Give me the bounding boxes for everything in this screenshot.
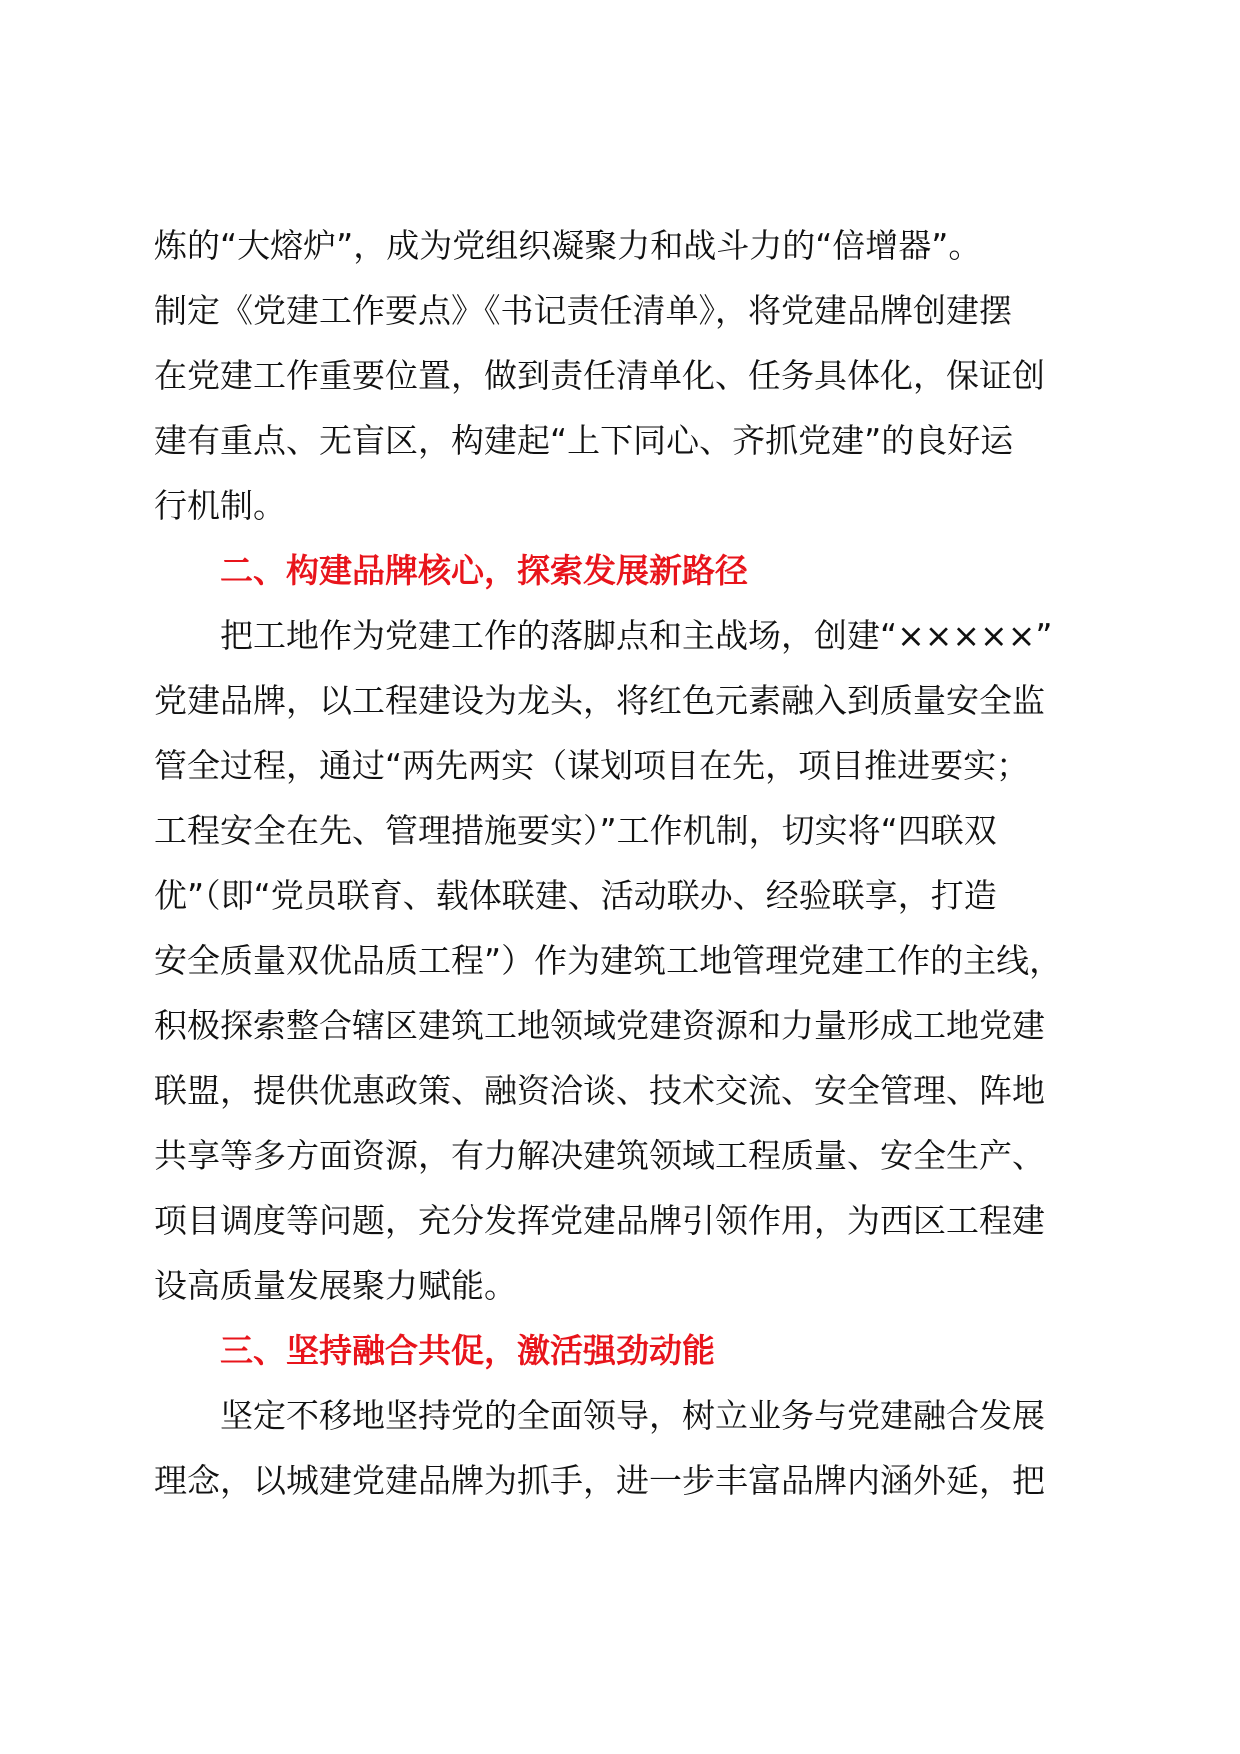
paragraph-line: 优”（即“党员联育、载体联建、活动联办、经验联享，打造 (154, 876, 997, 915)
paragraph-line: 积极探索整合辖区建筑工地领域党建资源和力量形成工地党建 (154, 1006, 1045, 1045)
paragraph-line: 项目调度等问题，充分发挥党建品牌引领作用，为西区工程建 (154, 1201, 1045, 1240)
section-heading-3: 三、坚持融合共促，激活强劲动能 (220, 1331, 715, 1370)
paragraph-line: 党建品牌，以工程建设为龙头，将红色元素融入到质量安全监 (154, 681, 1045, 720)
paragraph-line: 联盟，提供优惠政策、融资洽谈、技术交流、安全管理、阵地 (154, 1071, 1045, 1110)
paragraph-line: 建有重点、无盲区，构建起“上下同心、齐抓党建”的良好运 (154, 421, 1014, 460)
paragraph-line: 设高质量发展聚力赋能。 (154, 1266, 517, 1305)
paragraph-line: 理念，以城建党建品牌为抓手，进一步丰富品牌内涵外延，把 (154, 1461, 1045, 1500)
section-heading-2: 二、构建品牌核心，探索发展新路径 (220, 551, 748, 590)
paragraph-line: 行机制。 (154, 486, 286, 525)
paragraph-line: 管全过程，通过“两先两实（谋划项目在先，项目推进要实； (154, 746, 1030, 785)
paragraph-line: 炼的“大熔炉”，成为党组织凝聚力和战斗力的“倍增器”。 (154, 226, 982, 265)
paragraph-line: 制定《党建工作要点》《书记责任清单》，将党建品牌创建摆 (154, 291, 1012, 330)
paragraph-line: 把工地作为党建工作的落脚点和主战场，创建“×××××” (220, 616, 1053, 655)
paragraph-line: 坚定不移地坚持党的全面领导，树立业务与党建融合发展 (220, 1396, 1045, 1435)
paragraph-line: 工程安全在先、管理措施要实）”工作机制，切实将“四联双 (154, 811, 997, 850)
paragraph-line: 共享等多方面资源，有力解决建筑领域工程质量、安全生产、 (154, 1136, 1045, 1175)
paragraph-line: 在党建工作重要位置，做到责任清单化、任务具体化，保证创 (154, 356, 1045, 395)
document-body (154, 213, 1094, 1513)
paragraph-line: 安全质量双优品质工程”）作为建筑工地管理党建工作的主线， (154, 941, 1063, 980)
